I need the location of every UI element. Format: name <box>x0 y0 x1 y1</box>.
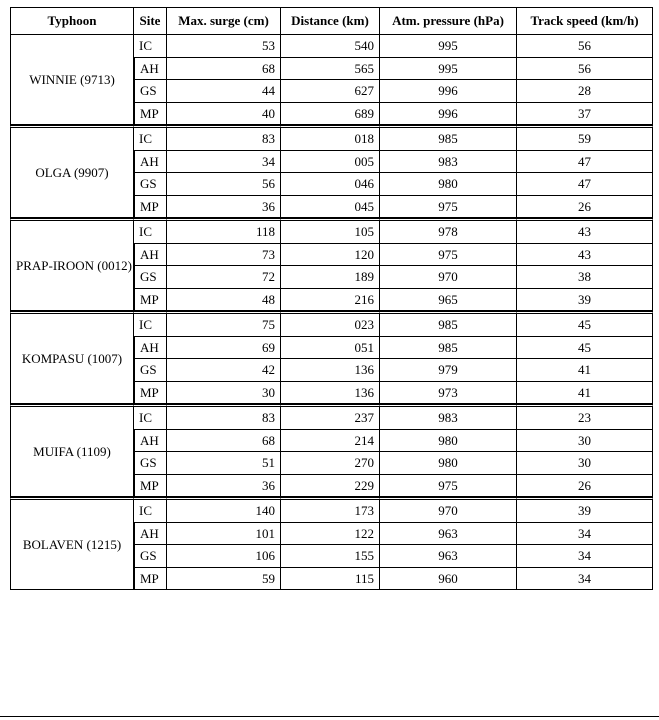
distance-cell: 565 <box>281 58 380 81</box>
site-cell: MP <box>134 382 167 405</box>
site-cell: IC <box>134 404 167 430</box>
atm-pressure-cell: 973 <box>380 382 517 405</box>
typhoon-surge-table <box>10 7 653 590</box>
table-row <box>10 404 653 430</box>
track-speed-cell: 56 <box>517 35 653 58</box>
track-speed-cell: 41 <box>517 359 653 382</box>
header-site: Site <box>134 7 167 35</box>
distance-cell: 229 <box>281 475 380 498</box>
table-row <box>10 125 653 151</box>
max-surge-cell: 30 <box>167 382 281 405</box>
atm-pressure-cell: 975 <box>380 196 517 219</box>
typhoon-group <box>10 404 653 497</box>
distance-cell: 627 <box>281 80 380 103</box>
site-cell: AH <box>134 58 167 81</box>
header-row <box>10 7 653 35</box>
track-speed-cell: 47 <box>517 151 653 174</box>
table-row <box>10 497 653 523</box>
track-speed-cell: 38 <box>517 266 653 289</box>
site-cell: MP <box>134 475 167 498</box>
max-surge-cell: 59 <box>167 568 281 591</box>
max-surge-cell: 44 <box>167 80 281 103</box>
max-surge-cell: 36 <box>167 475 281 498</box>
max-surge-cell: 48 <box>167 289 281 312</box>
track-speed-cell: 47 <box>517 173 653 196</box>
site-cell: GS <box>134 266 167 289</box>
atm-pressure-cell: 980 <box>380 173 517 196</box>
typhoon-name: WINNIE (9713) <box>10 35 134 125</box>
header-max-surge: Max. surge (cm) <box>167 7 281 35</box>
distance-cell: 173 <box>281 497 380 523</box>
site-cell: IC <box>134 218 167 244</box>
track-speed-cell: 56 <box>517 58 653 81</box>
max-surge-cell: 72 <box>167 266 281 289</box>
atm-pressure-cell: 983 <box>380 404 517 430</box>
atm-pressure-cell: 975 <box>380 244 517 267</box>
track-speed-cell: 59 <box>517 125 653 151</box>
track-speed-cell: 34 <box>517 545 653 568</box>
header-distance: Distance (km) <box>281 7 380 35</box>
track-speed-cell: 39 <box>517 497 653 523</box>
track-speed-cell: 43 <box>517 244 653 267</box>
atm-pressure-cell: 960 <box>380 568 517 591</box>
site-cell: AH <box>134 337 167 360</box>
distance-cell: 214 <box>281 430 380 453</box>
atm-pressure-cell: 985 <box>380 337 517 360</box>
distance-cell: 115 <box>281 568 380 591</box>
track-speed-cell: 45 <box>517 311 653 337</box>
max-surge-cell: 42 <box>167 359 281 382</box>
max-surge-cell: 83 <box>167 125 281 151</box>
track-speed-cell: 23 <box>517 404 653 430</box>
site-cell: IC <box>134 35 167 58</box>
max-surge-cell: 101 <box>167 523 281 546</box>
atm-pressure-cell: 996 <box>380 103 517 126</box>
track-speed-cell: 26 <box>517 196 653 219</box>
typhoon-group <box>10 497 653 590</box>
atm-pressure-cell: 970 <box>380 266 517 289</box>
track-speed-cell: 41 <box>517 382 653 405</box>
track-speed-cell: 39 <box>517 289 653 312</box>
atm-pressure-cell: 963 <box>380 523 517 546</box>
typhoon-name: BOLAVEN (1215) <box>10 497 134 590</box>
table-row <box>10 311 653 337</box>
max-surge-cell: 118 <box>167 218 281 244</box>
track-speed-cell: 45 <box>517 337 653 360</box>
atm-pressure-cell: 970 <box>380 497 517 523</box>
max-surge-cell: 36 <box>167 196 281 219</box>
typhoon-group <box>10 311 653 404</box>
site-cell: IC <box>134 311 167 337</box>
table-row <box>10 218 653 244</box>
site-cell: MP <box>134 289 167 312</box>
typhoon-name: OLGA (9907) <box>10 125 134 218</box>
track-speed-cell: 34 <box>517 523 653 546</box>
track-speed-cell: 34 <box>517 568 653 591</box>
atm-pressure-cell: 978 <box>380 218 517 244</box>
distance-cell: 216 <box>281 289 380 312</box>
max-surge-cell: 34 <box>167 151 281 174</box>
distance-cell: 540 <box>281 35 380 58</box>
atm-pressure-cell: 996 <box>380 80 517 103</box>
atm-pressure-cell: 975 <box>380 475 517 498</box>
distance-cell: 270 <box>281 452 380 475</box>
atm-pressure-cell: 980 <box>380 452 517 475</box>
max-surge-cell: 106 <box>167 545 281 568</box>
track-speed-cell: 28 <box>517 80 653 103</box>
track-speed-cell: 37 <box>517 103 653 126</box>
max-surge-cell: 140 <box>167 497 281 523</box>
track-speed-cell: 26 <box>517 475 653 498</box>
header-track-speed: Track speed (km/h) <box>517 7 653 35</box>
site-cell: IC <box>134 125 167 151</box>
typhoon-group <box>10 35 653 125</box>
max-surge-cell: 73 <box>167 244 281 267</box>
typhoon-name: MUIFA (1109) <box>10 404 134 497</box>
atm-pressure-cell: 963 <box>380 545 517 568</box>
typhoon-group <box>10 218 653 311</box>
max-surge-cell: 51 <box>167 452 281 475</box>
distance-cell: 237 <box>281 404 380 430</box>
typhoon-name: KOMPASU (1007) <box>10 311 134 404</box>
header-typhoon: Typhoon <box>10 7 134 35</box>
site-cell: GS <box>134 80 167 103</box>
atm-pressure-cell: 979 <box>380 359 517 382</box>
table-row <box>10 35 653 58</box>
track-speed-cell: 30 <box>517 452 653 475</box>
distance-cell: 122 <box>281 523 380 546</box>
distance-cell: 045 <box>281 196 380 219</box>
max-surge-cell: 75 <box>167 311 281 337</box>
distance-cell: 136 <box>281 382 380 405</box>
max-surge-cell: 68 <box>167 58 281 81</box>
distance-cell: 051 <box>281 337 380 360</box>
track-speed-cell: 43 <box>517 218 653 244</box>
site-cell: IC <box>134 497 167 523</box>
site-cell: AH <box>134 244 167 267</box>
site-cell: GS <box>134 173 167 196</box>
distance-cell: 120 <box>281 244 380 267</box>
distance-cell: 005 <box>281 151 380 174</box>
site-cell: GS <box>134 452 167 475</box>
distance-cell: 105 <box>281 218 380 244</box>
atm-pressure-cell: 983 <box>380 151 517 174</box>
max-surge-cell: 83 <box>167 404 281 430</box>
site-cell: MP <box>134 103 167 126</box>
site-cell: AH <box>134 523 167 546</box>
distance-cell: 689 <box>281 103 380 126</box>
max-surge-cell: 53 <box>167 35 281 58</box>
max-surge-cell: 40 <box>167 103 281 126</box>
atm-pressure-cell: 985 <box>380 311 517 337</box>
site-cell: GS <box>134 545 167 568</box>
atm-pressure-cell: 985 <box>380 125 517 151</box>
site-cell: GS <box>134 359 167 382</box>
distance-cell: 023 <box>281 311 380 337</box>
site-cell: AH <box>134 151 167 174</box>
track-speed-cell: 30 <box>517 430 653 453</box>
typhoon-name: PRAP-IROON (0012) <box>10 218 134 311</box>
distance-cell: 046 <box>281 173 380 196</box>
distance-cell: 155 <box>281 545 380 568</box>
atm-pressure-cell: 980 <box>380 430 517 453</box>
max-surge-cell: 68 <box>167 430 281 453</box>
site-cell: MP <box>134 568 167 591</box>
bottom-rule <box>0 716 659 717</box>
distance-cell: 189 <box>281 266 380 289</box>
max-surge-cell: 69 <box>167 337 281 360</box>
header-atm-pressure: Atm. pressure (hPa) <box>380 7 517 35</box>
site-cell: AH <box>134 430 167 453</box>
max-surge-cell: 56 <box>167 173 281 196</box>
atm-pressure-cell: 995 <box>380 35 517 58</box>
atm-pressure-cell: 965 <box>380 289 517 312</box>
typhoon-group <box>10 125 653 218</box>
distance-cell: 018 <box>281 125 380 151</box>
distance-cell: 136 <box>281 359 380 382</box>
atm-pressure-cell: 995 <box>380 58 517 81</box>
site-cell: MP <box>134 196 167 219</box>
